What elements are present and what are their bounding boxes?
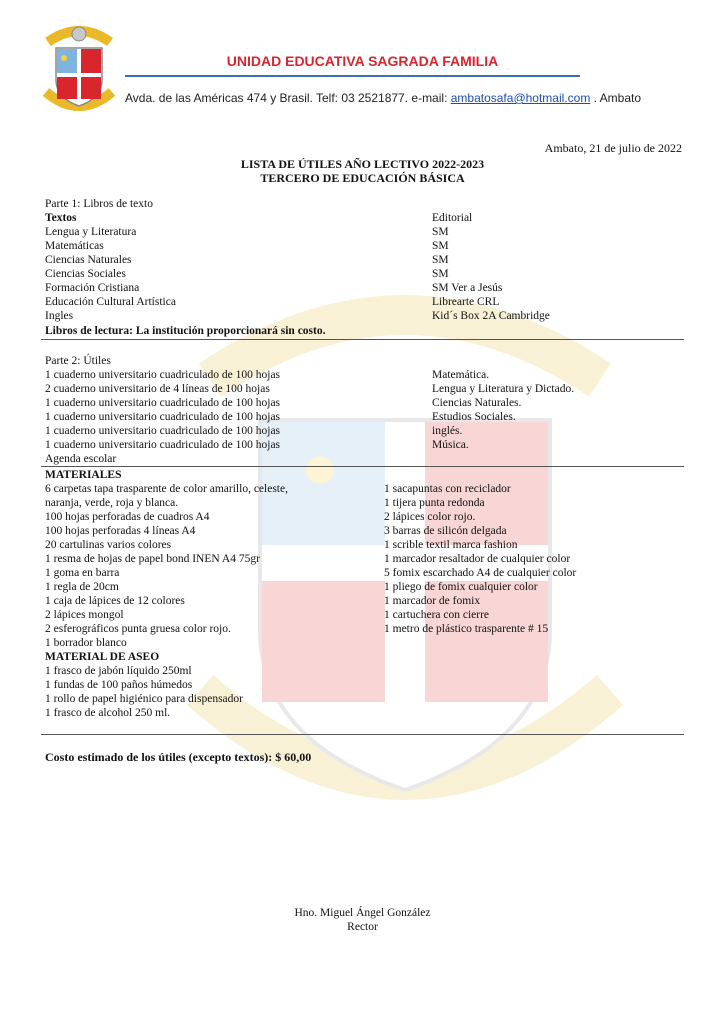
material-item: 1 regla de 20cm	[45, 581, 119, 593]
material-item: 1 metro de plástico trasparente # 15	[384, 623, 549, 635]
notebook-item: 1 cuaderno universitario cuadriculado de 100 hojas	[45, 397, 281, 409]
notebook-item: 1 cuaderno universitario cuadriculado de 100 hojas	[45, 425, 281, 437]
notebook-subject: Lengua y Literatura y Dictado.	[432, 383, 575, 395]
hygiene-item: 1 fundas de 100 paños húmedos	[45, 679, 193, 691]
email-link[interactable]: ambatosafa@hotmail.com	[450, 91, 591, 105]
book-subject: Matemáticas	[45, 240, 104, 252]
material-item: 1 marcador resaltador de cualquier color	[384, 553, 571, 565]
material-item: 1 goma en barra	[45, 567, 120, 579]
material-item: 6 carpetas tapa trasparente de color amarillo, celeste,	[45, 483, 288, 495]
book-subject: Formación Cristiana	[45, 282, 140, 294]
book-subject: Ciencias Naturales	[45, 254, 132, 266]
material-item: 2 lápices mongol	[45, 609, 124, 621]
document-title: LISTA DE ÚTILES AÑO LECTIVO 2022-2023	[240, 157, 485, 171]
part1-heading: Parte 1: Libros de texto	[45, 198, 153, 210]
book-subject: Ingles	[45, 310, 74, 322]
material-item: 1 resma de hojas de papel bond INEN A4 75gr	[45, 553, 260, 565]
notebook-subject: Matemática.	[432, 369, 490, 381]
book-editorial: SM	[432, 226, 449, 238]
material-item: 1 caja de lápices de 12 colores	[45, 595, 185, 607]
material-item: 3 barras de silicón delgada	[384, 525, 507, 537]
notebook-item: 2 cuaderno universitario de 4 líneas de 100 hojas	[45, 383, 270, 395]
book-subject: Educación Cultural Artística	[45, 296, 176, 308]
signatory-name: Hno. Miguel Ángel González	[294, 907, 431, 919]
part2-heading: Parte 2: Útiles	[45, 355, 111, 367]
notebook-subject: Estudios Sociales.	[432, 411, 516, 423]
book-subject: Lengua y Literatura	[45, 226, 137, 238]
material-item: naranja, verde, roja y blanca.	[45, 497, 179, 509]
book-editorial: SM	[432, 240, 449, 252]
reading-books-note: Libros de lectura: La institución proporcionará sin costo.	[45, 325, 326, 337]
material-item: 2 esferográficos punta gruesa color rojo.	[45, 623, 231, 635]
agenda-item: Agenda escolar	[45, 453, 117, 465]
col-editorial-header: Editorial	[432, 212, 473, 224]
material-item: 1 pliego de fomix cualquier color	[384, 581, 538, 593]
notebook-item: 1 cuaderno universitario cuadriculado de 100 hojas	[45, 411, 281, 423]
notebook-item: 1 cuaderno universitario cuadriculado de 100 hojas	[45, 369, 281, 381]
book-subject: Ciencias Sociales	[45, 268, 126, 280]
estimated-cost: Costo estimado de los útiles (excepto textos): $ 60,00	[45, 750, 312, 764]
notebook-subject: Música.	[432, 439, 469, 451]
hygiene-item: 1 frasco de alcohol 250 ml.	[45, 707, 171, 719]
material-item: 2 lápices color rojo.	[384, 511, 476, 523]
material-item: 5 fomix escarchado A4 de cualquier color	[384, 567, 577, 579]
material-item: 1 cartuchera con cierre	[384, 609, 490, 621]
material-item: 100 hojas perforadas de cuadros A4	[45, 511, 210, 523]
hygiene-item: 1 frasco de jabón líquido 250ml	[45, 665, 192, 677]
section-divider	[41, 734, 684, 735]
school-name: UNIDAD EDUCATIVA SAGRADA FAMILIA	[226, 53, 499, 69]
material-item: 1 marcador de fomix	[384, 595, 481, 607]
material-item: 100 hojas perforadas 4 líneas A4	[45, 525, 196, 537]
book-editorial: Kid´s Box 2A Cambridge	[432, 310, 550, 322]
signatory-role: Rector	[347, 921, 378, 933]
document-date: Ambato, 21 de julio de 2022	[544, 141, 682, 155]
notebook-subject: inglés.	[432, 425, 463, 437]
book-editorial: SM Ver a Jesús	[432, 282, 503, 294]
book-editorial: SM	[432, 254, 449, 266]
hygiene-heading: MATERIAL DE ASEO	[45, 651, 160, 663]
book-editorial: Librearte CRL	[432, 296, 500, 308]
header-divider	[125, 75, 580, 77]
document-subtitle: TERCERO DE EDUCACIÓN BÁSICA	[260, 171, 465, 185]
school-address: Avda. de las Américas 474 y Brasil. Telf: 03 2521877. e-mail: ambatosafa@hotmail.com . Ambato	[125, 91, 642, 105]
book-editorial: SM	[432, 268, 449, 280]
notebook-subject: Ciencias Naturales.	[432, 397, 522, 409]
hygiene-item: 1 rollo de papel higiénico para dispensador	[45, 693, 243, 705]
material-item: 20 cartulinas varios colores	[45, 539, 172, 551]
material-item: 1 tijera punta redonda	[384, 497, 485, 509]
material-item: 1 sacapuntas con reciclador	[384, 483, 511, 495]
material-item: 1 borrador blanco	[45, 637, 127, 649]
section-divider	[41, 466, 684, 467]
materials-heading: MATERIALES	[45, 469, 122, 481]
notebook-item: 1 cuaderno universitario cuadriculado de 100 hojas	[45, 439, 281, 451]
col-texts-header: Textos	[45, 212, 77, 224]
section-divider	[41, 339, 684, 340]
material-item: 1 scrible textil marca fashion	[384, 539, 518, 551]
